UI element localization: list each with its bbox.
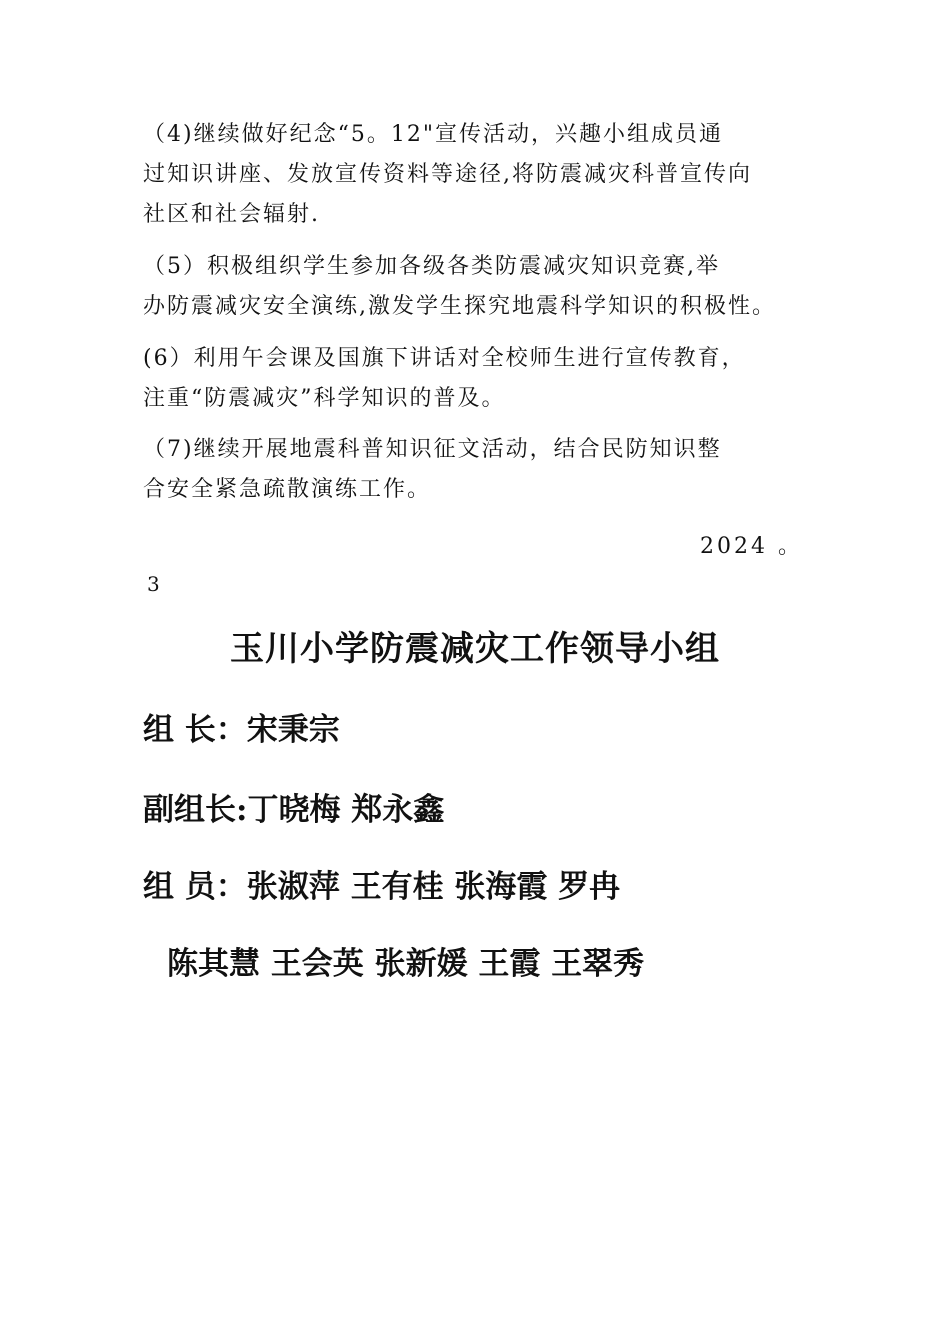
group-members-line-1: 组 员：张淑萍 王有桂 张海霞 罗冉 <box>143 869 621 905</box>
paragraph-line: （4)继续做好纪念“5。12"宣传活动，兴趣小组成员通 <box>143 122 723 147</box>
paragraph-line: 办防震减灾安全演练,激发学生探究地震科学知识的积极性。 <box>143 294 776 319</box>
paragraph-line: (6）利用午会课及国旗下讲话对全校师生进行宣传教育， <box>143 346 746 371</box>
page-number: 3 <box>147 572 160 596</box>
group-title: 玉川小学防震减灾工作领导小组 <box>230 629 720 669</box>
paragraph-line: 过知识讲座、发放宣传资料等途径,将防震减灾科普宣传向 <box>143 162 752 187</box>
paragraph-item-6 <box>143 339 823 419</box>
paragraph-item-7 <box>143 430 823 510</box>
date-line: 2024 。 <box>700 534 803 559</box>
group-members-line-2: 陈其慧 王会英 张新媛 王霞 王翠秀 <box>167 946 645 982</box>
paragraph-line: （5）积极组织学生参加各级各类防震减灾知识竞赛,举 <box>143 254 720 279</box>
paragraph-line: 合安全紧急疏散演练工作。 <box>143 477 432 502</box>
paragraph-item-5 <box>143 247 823 327</box>
group-deputy-leaders: 副组长:丁晓梅 郑永鑫 <box>143 792 445 828</box>
group-leader: 组 长：宋秉宗 <box>143 712 340 748</box>
paragraph-item-4 <box>143 115 823 235</box>
paragraph-line: 注重“防震减灾”科学知识的普及。 <box>143 386 506 411</box>
paragraph-line: （7)继续开展地震科普知识征文活动，结合民防知识整 <box>143 437 722 462</box>
paragraph-line: 社区和社会辐射. <box>143 202 320 227</box>
